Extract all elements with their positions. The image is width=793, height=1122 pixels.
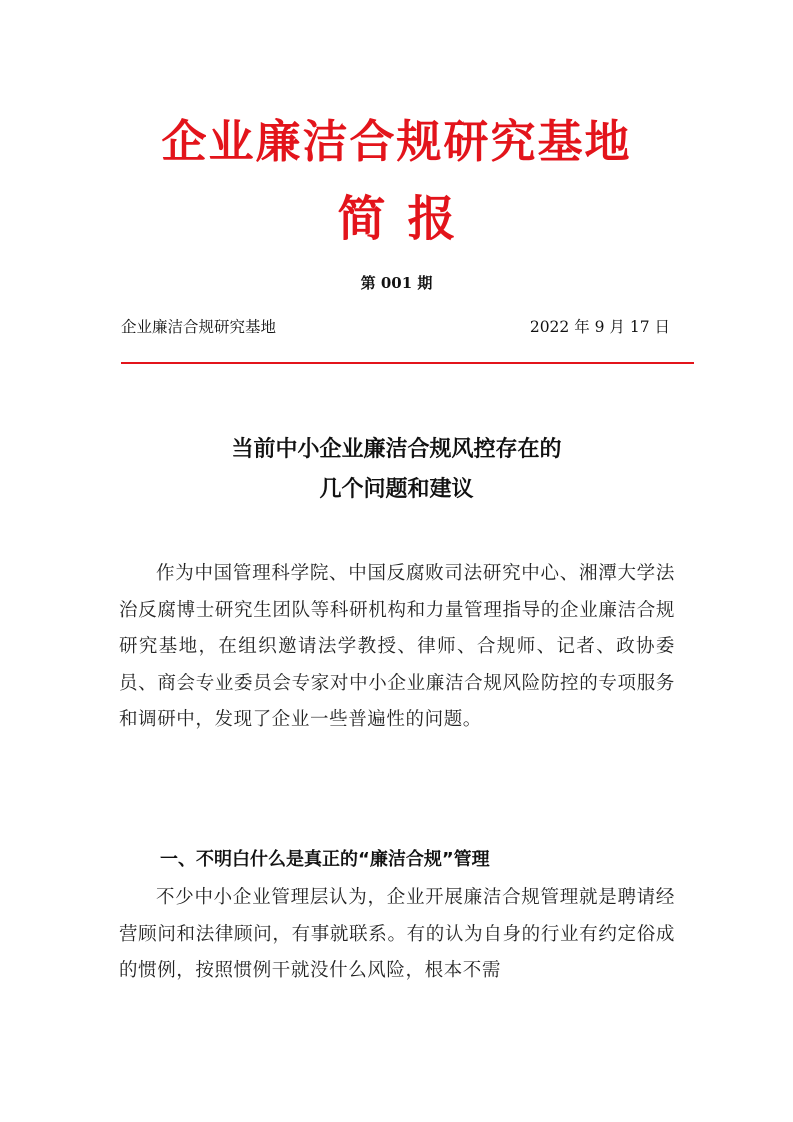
article-title-line-2: 几个问题和建议 [319, 477, 474, 502]
issue-number: 第 001 期 [360, 274, 433, 292]
masthead-subtitle: 简报 [337, 191, 478, 247]
publish-date: 2022 年 9 月 17 日 [529, 318, 670, 336]
red-divider [121, 362, 694, 364]
body-paragraph: 不少中小企业管理层认为，企业开展廉洁合规管理就是聘请经营顾问和法律顾问，有事就联系。有的认为自身的行业有约定俗成的惯例，按照惯例干就没什么风险，根本不需 [119, 887, 675, 981]
intro-paragraph: 作为中国管理科学院、中国反腐败司法研究中心、湘潭大学法治反腐博士研究生团队等科研机构和力量管理指导的企业廉洁合规研究基地，在组织邀请法学教授、律师、合规师、记者、政协委员、商会专业委员会专家对中小企业廉洁合规风险防控的专项服务和调研中，发现了企业一些普遍性的问题。 [119, 563, 675, 730]
article-title-line-1: 当前中小企业廉洁合规风控存在的 [231, 437, 562, 462]
publisher-name: 企业廉洁合规研究基地 [121, 318, 277, 336]
meta-row [121, 315, 670, 339]
section-heading: 一、不明白什么是真正的“廉洁合规”管理 [160, 849, 490, 870]
masthead-title: 企业廉洁合规研究基地 [161, 115, 632, 168]
article-title [0, 430, 793, 510]
